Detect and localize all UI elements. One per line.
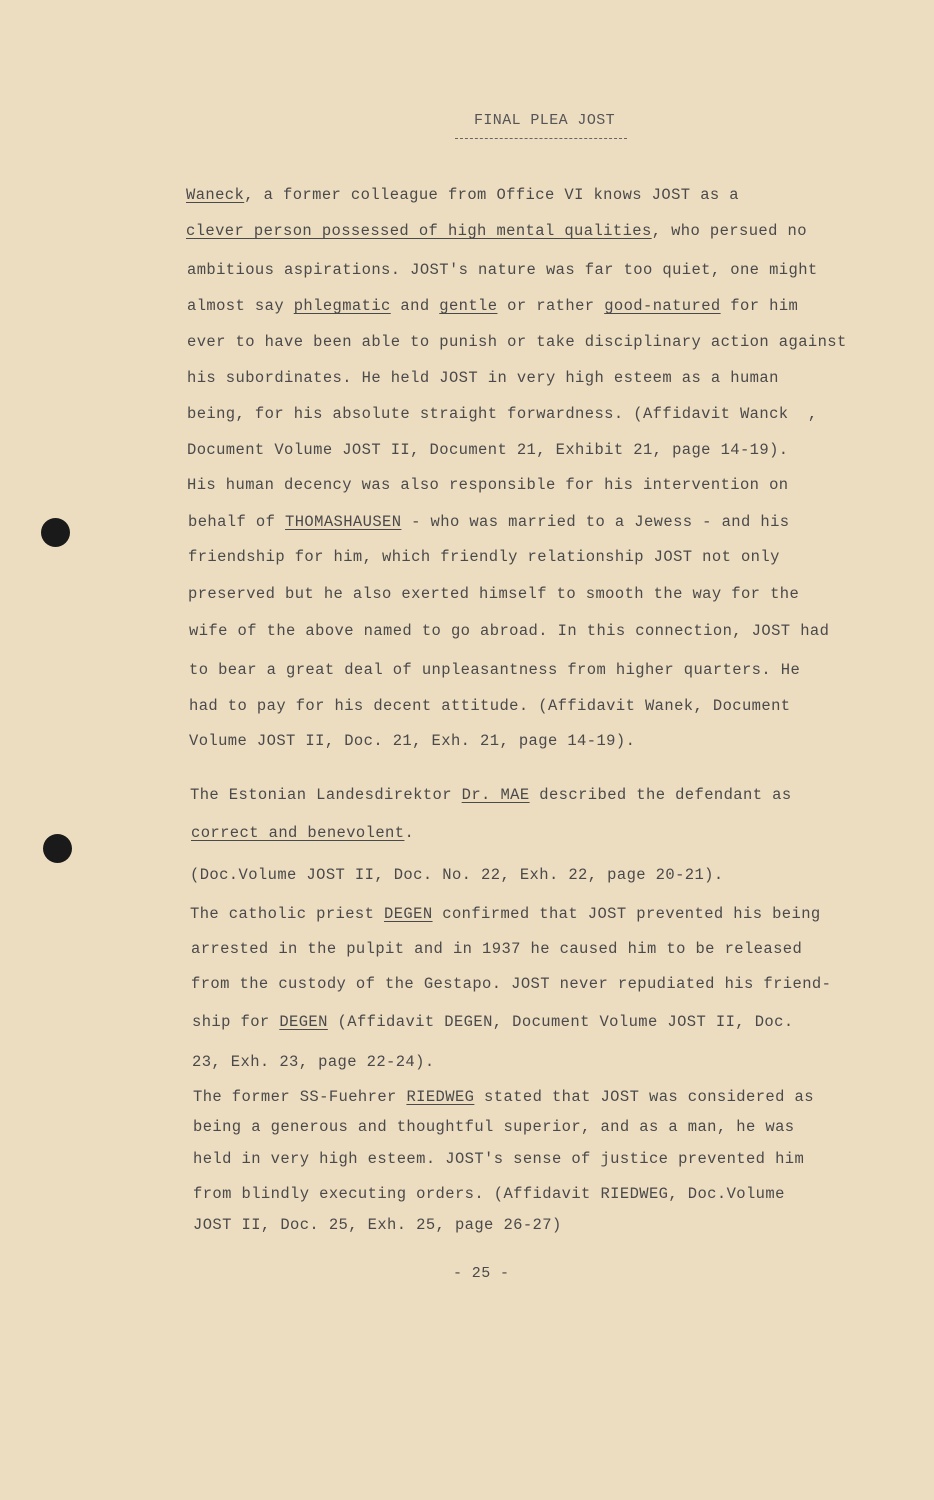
text-segment: The Estonian Landesdirektor <box>190 786 462 804</box>
text-line <box>192 1013 794 1031</box>
text-line <box>191 975 831 993</box>
underlined-text: correct and benevolent <box>191 824 405 842</box>
text-segment: being a generous and thoughtful superior, and as a man, he was <box>193 1118 795 1136</box>
text-segment: JOST II, Doc. 25, Exh. 25, page 26-27) <box>193 1216 562 1234</box>
text-line <box>193 1088 814 1106</box>
text-line <box>191 940 802 958</box>
text-line <box>188 513 790 531</box>
text-segment: - who was married to a Jewess - and his <box>401 513 790 531</box>
underlined-text: THOMASHAUSEN <box>285 513 402 531</box>
underlined-text: RIEDWEG <box>406 1088 475 1106</box>
underlined-text: good-natured <box>604 297 721 315</box>
text-segment: from blindly executing orders. (Affidavit RIEDWEG, Doc.Volume <box>193 1185 785 1203</box>
text-segment: his subordinates. He held JOST in very high esteem as a human <box>187 369 779 387</box>
text-segment: ambitious aspirations. JOST's nature was far too quiet, one might <box>187 261 818 279</box>
text-line <box>190 786 792 804</box>
underlined-text: clever person possessed of high mental qualities <box>186 222 652 240</box>
punch-hole-bottom <box>43 834 72 863</box>
punch-hole-top <box>41 518 70 547</box>
text-segment: His human decency was also responsible for his intervention on <box>187 476 789 494</box>
text-segment: , who persued no <box>651 222 807 240</box>
text-segment: or rather <box>497 297 605 315</box>
text-segment: for him <box>720 297 799 315</box>
text-line <box>189 661 800 679</box>
text-line <box>192 1053 435 1071</box>
text-segment: almost say <box>187 297 294 315</box>
text-line <box>187 369 779 387</box>
text-segment: (Doc.Volume JOST II, Doc. No. 22, Exh. 22, page 20-21). <box>190 866 724 884</box>
text-segment: stated that JOST was considered as <box>474 1088 814 1106</box>
text-segment: friendship for him, which friendly relationship JOST not only <box>188 548 780 566</box>
text-segment: . <box>404 824 415 842</box>
text-line <box>193 1185 785 1203</box>
text-line <box>193 1150 804 1168</box>
underlined-text: phlegmatic <box>293 297 391 315</box>
underlined-text: DEGEN <box>384 905 433 923</box>
text-segment: The former SS-Fuehrer <box>193 1088 407 1106</box>
underlined-text: Dr. MAE <box>461 786 530 804</box>
text-segment: ship for <box>192 1013 280 1031</box>
text-line <box>189 622 829 640</box>
text-line <box>191 824 414 842</box>
text-line <box>193 1216 562 1234</box>
text-line <box>190 866 724 884</box>
text-segment: to bear a great deal of unpleasantness from higher quarters. He <box>189 661 801 679</box>
text-segment: 23, Exh. 23, page 22-24). <box>192 1053 435 1071</box>
text-segment: preserved but he also exerted himself to smooth the way for the <box>188 585 800 603</box>
text-line <box>188 548 780 566</box>
text-line <box>187 297 798 315</box>
text-segment: , a former colleague from Office VI knows JOST as a <box>244 186 739 204</box>
text-line <box>188 585 799 603</box>
title-underline <box>455 138 627 139</box>
text-line <box>189 697 791 715</box>
text-segment: wife of the above named to go abroad. In this connection, JOST had <box>189 622 830 640</box>
text-segment: had to pay for his decent attitude. (Affidavit Wanek, Document <box>189 697 791 715</box>
text-line <box>187 441 789 459</box>
text-segment: being, for his absolute straight forwardness. (Affidavit Wanck , <box>187 405 818 423</box>
text-line <box>190 905 821 923</box>
text-line <box>186 222 807 240</box>
text-segment: and <box>390 297 440 315</box>
text-segment: described the defendant as <box>529 786 792 804</box>
page-title: FINAL PLEA JOST <box>474 112 616 129</box>
text-segment: from the custody of the Gestapo. JOST never repudiated his friend- <box>191 975 832 993</box>
text-segment: The catholic priest <box>190 905 385 923</box>
underlined-text: Waneck <box>186 186 245 204</box>
text-line <box>187 405 818 423</box>
text-segment: (Affidavit DEGEN, Document Volume JOST II, Doc. <box>327 1013 794 1031</box>
text-segment: Document Volume JOST II, Document 21, Exhibit 21, page 14-19). <box>187 441 789 459</box>
page-number: - 25 - <box>453 1265 510 1282</box>
text-line <box>186 186 739 204</box>
text-line <box>189 732 635 750</box>
text-segment: behalf of <box>188 513 286 531</box>
text-line <box>187 333 847 351</box>
text-segment: Volume JOST II, Doc. 21, Exh. 21, page 14-19). <box>189 732 636 750</box>
underlined-text: gentle <box>439 297 498 315</box>
text-line <box>193 1118 795 1136</box>
text-segment: ever to have been able to punish or take disciplinary action against <box>187 333 847 351</box>
underlined-text: DEGEN <box>279 1013 328 1031</box>
text-line <box>187 261 818 279</box>
text-segment: confirmed that JOST prevented his being <box>432 905 821 923</box>
text-segment: held in very high esteem. JOST's sense of justice prevented him <box>193 1150 805 1168</box>
text-segment: arrested in the pulpit and in 1937 he caused him to be released <box>191 940 803 958</box>
text-line <box>187 476 789 494</box>
